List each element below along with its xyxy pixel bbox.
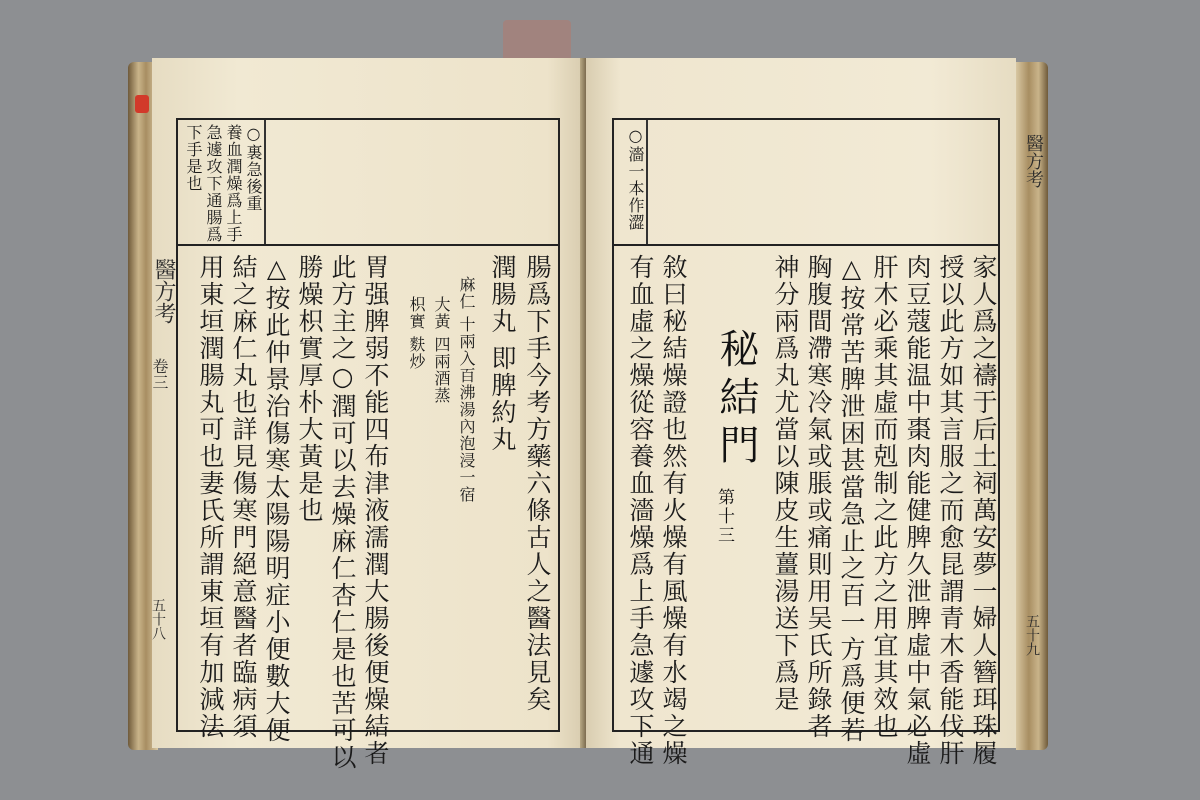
text-column: 授以此方如其言服之而愈昆謂青木香能伐肝 — [936, 254, 965, 767]
open-book — [128, 54, 1048, 771]
text-column: 敘曰秘結燥證也然有火燥有風燥有水竭之燥 — [659, 254, 688, 767]
text-column: 胸腹間滯寒冷氣或脹或痛則用吴氏所錄者 — [804, 254, 833, 740]
text-column: 神分兩爲丸尤當以陳皮生薑湯送下爲是 — [771, 254, 800, 713]
text-column: 用東垣潤腸丸可也妻氏所謂東垣有加減法 — [196, 254, 225, 740]
text-column: △按常苦脾泄困甚當急止之百一方爲便若 — [837, 254, 866, 744]
right-header-note: ○濇一本作澀 — [626, 126, 645, 231]
section-title: 秘結門 — [713, 328, 759, 472]
text-column: 大黃 四兩酒蒸 — [432, 296, 451, 405]
right-side-label: 醫方考 — [1023, 134, 1044, 188]
text-column: △按此仲景治傷寒太陽陽明症小便數大便 — [262, 254, 291, 744]
header-note-line: ○裏急後重 — [244, 124, 263, 212]
header-note-line: 急遽攻下通腸爲 — [204, 124, 223, 243]
section-number: 第十三 — [714, 488, 734, 545]
text-column: 肝木必乘其虛而剋制之此方之用宜其效也 — [870, 254, 899, 740]
left-volume-label: 卷三 — [150, 358, 169, 390]
left-page — [150, 58, 582, 771]
text-column: 腸爲下手今考方藥六條古人之醫法見矣 — [523, 254, 552, 713]
red-bookmark-tab — [135, 95, 149, 113]
text-column: 勝燥枳實厚朴大黃是也 — [295, 254, 324, 524]
right-page-number: 五十九 — [1024, 614, 1040, 656]
text-column: 胃强脾弱不能四布津液濡潤大腸後便燥結者 — [361, 254, 390, 767]
header-note-line: 養血潤燥爲上手 — [224, 124, 243, 243]
text-column: 結之麻仁丸也詳見傷寒門絕意醫者臨病須 — [229, 254, 258, 740]
left-page-number: 五十八 — [150, 598, 166, 640]
left-header-rule — [176, 244, 560, 246]
text-column: 枳實 麩炒 — [407, 296, 426, 371]
right-page — [586, 58, 1016, 767]
text-column: 麻仁 十兩入百沸湯內泡浸一宿 — [457, 276, 476, 504]
text-column: 家人爲之禱于后土祠萬安夢一婦人簪珥珠履 — [969, 254, 998, 767]
text-column: 有血虛之燥從容養血濇燥爲上手急遽攻下通 — [626, 254, 655, 767]
text-column: 此方主之○潤可以去燥麻仁杏仁是也苦可以 — [328, 254, 357, 771]
text-column: 潤腸丸 即脾約丸 — [488, 254, 517, 453]
header-note-line: 下手是也 — [184, 124, 203, 192]
left-header-divider — [264, 120, 266, 244]
left-side-label: 醫方考 — [151, 258, 176, 324]
right-header-rule — [612, 244, 1000, 246]
text-column: 肉豆蔻能温中棗肉能健脾久泄脾虛中氣必虛 — [903, 254, 932, 767]
right-header-divider — [646, 120, 648, 244]
